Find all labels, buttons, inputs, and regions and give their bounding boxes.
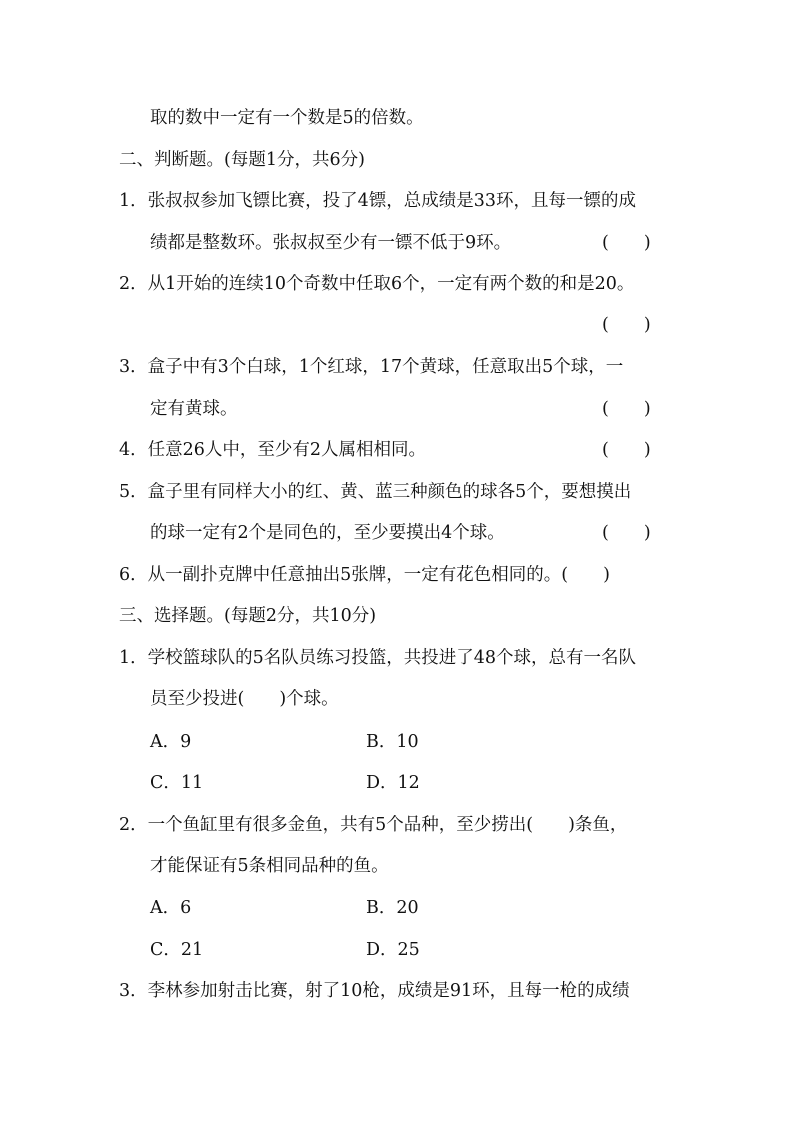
judgment-q1-line2: 绩都是整数环。张叔叔至少有一镖不低于9环。 (150, 233, 512, 253)
choice-q1-line1: 1．学校篮球队的5名队员练习投篮，共投进了48个球，总有一名队 (119, 648, 637, 668)
answer-bracket-q3[interactable]: ( ) (602, 399, 651, 419)
text-line-1: 取的数中一定有一个数是5的倍数。 (150, 108, 424, 128)
judgment-q1-line1: 1．张叔叔参加飞镖比赛，投了4镖，总成绩是33环，且每一镖的成 (119, 191, 637, 211)
answer-bracket-q2[interactable]: ( ) (602, 315, 651, 335)
section-heading-choice: 三、选择题。(每题2分，共10分) (119, 606, 377, 626)
choice-q1-line2: 员至少投进( )个球。 (150, 689, 339, 709)
judgment-q3-line2: 定有黄球。 (150, 399, 238, 419)
choice-q2-option-a[interactable]: A．6 (150, 898, 192, 918)
judgment-q4-line1: 4．任意26人中，至少有2人属相相同。 (119, 440, 427, 460)
judgment-q6-line1: 6．从一副扑克牌中任意抽出5张牌，一定有花色相同的。( ) (119, 565, 610, 585)
choice-q1-option-c[interactable]: C．11 (150, 773, 204, 793)
choice-q1-option-a[interactable]: A．9 (150, 732, 192, 752)
judgment-q5-line2: 的球一定有2个是同色的，至少要摸出4个球。 (150, 523, 505, 543)
judgment-q3-line1: 3．盒子中有3个白球，1个红球，17个黄球，任意取出5个球，一 (119, 357, 624, 377)
choice-q1-option-d[interactable]: D．12 (366, 773, 420, 793)
choice-q3-line1: 3．李林参加射击比赛，射了10枪，成绩是91环，且每一枪的成绩 (119, 981, 630, 1001)
choice-q1-option-b[interactable]: B．10 (366, 732, 419, 752)
choice-q2-line2: 才能保证有5条相同品种的鱼。 (150, 856, 389, 876)
choice-q2-option-b[interactable]: B．20 (366, 898, 419, 918)
answer-bracket-q5[interactable]: ( ) (602, 523, 651, 543)
judgment-q5-line1: 5．盒子里有同样大小的红、黄、蓝三种颜色的球各5个，要想摸出 (119, 482, 632, 502)
choice-q2-line1: 2．一个鱼缸里有很多金鱼，共有5个品种，至少捞出( )条鱼， (119, 815, 628, 835)
choice-q2-option-d[interactable]: D．25 (366, 940, 420, 960)
section-heading-judgment: 二、判断题。(每题1分，共6分) (119, 150, 365, 170)
judgment-q2-line1: 2．从1开始的连续10个奇数中任取6个，一定有两个数的和是20。 (119, 274, 635, 294)
answer-bracket-q1[interactable]: ( ) (602, 233, 651, 253)
answer-bracket-q4[interactable]: ( ) (602, 440, 651, 460)
choice-q2-option-c[interactable]: C．21 (150, 940, 204, 960)
